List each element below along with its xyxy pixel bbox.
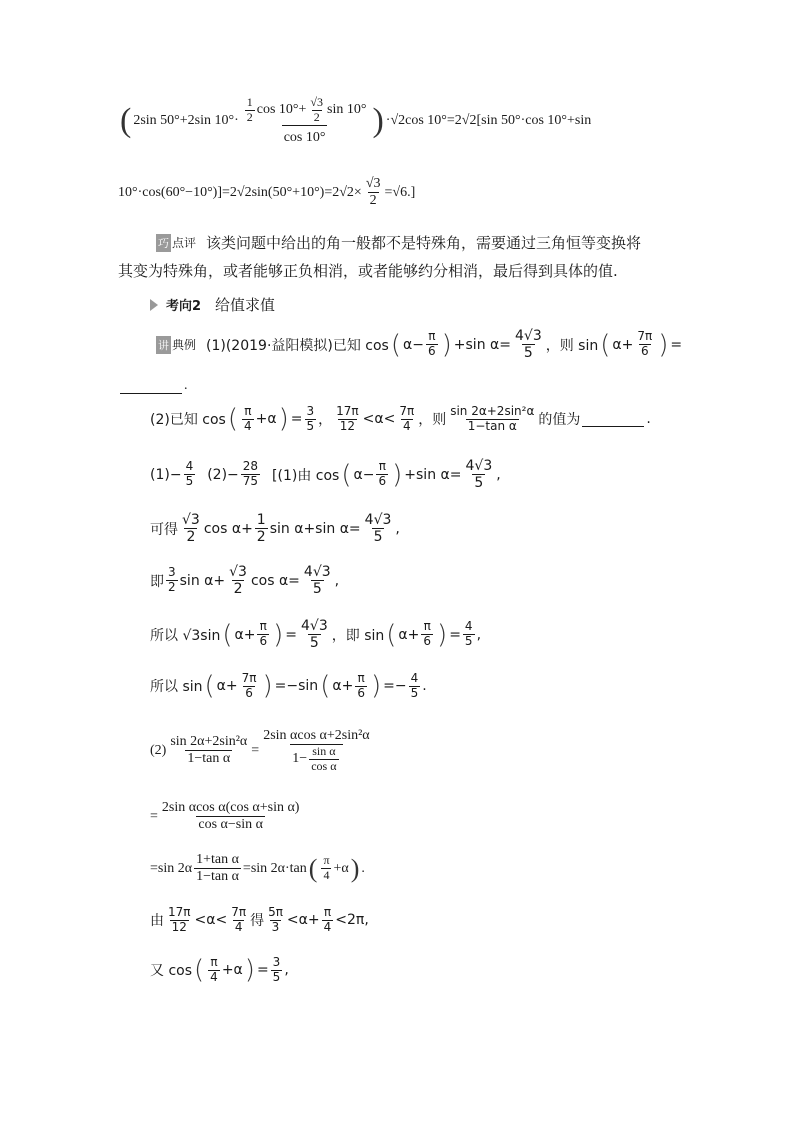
s5-b: = [251, 742, 260, 758]
q1-frac-3 [635, 330, 654, 359]
q1-f: 4√3 [514, 328, 542, 344]
s9-n2: 3 [272, 955, 281, 969]
step-9 [150, 956, 289, 985]
s7-n1: 1+tan α [196, 852, 239, 867]
s8-d2: 4 [234, 919, 243, 934]
s3-n1: π [259, 619, 267, 634]
q1-l: = [670, 336, 683, 353]
s8-d: <α+ [286, 912, 320, 929]
comment-tag-text: 点评 [172, 236, 197, 250]
s4-n2: π [357, 671, 365, 685]
paren-close-2: ) [370, 671, 382, 702]
q1-end: . [184, 378, 188, 393]
q2-a: (2)已知 cos [150, 412, 226, 429]
compound-fraction [241, 96, 369, 146]
s4-a: 所以 sin [150, 679, 203, 696]
s9-d2: 5 [272, 969, 281, 984]
q1-frac-1 [426, 330, 438, 359]
ans-a3-end: , [496, 466, 501, 483]
ans-frac-3 [376, 460, 388, 489]
s1-end: , [395, 520, 400, 537]
s2-d1: 2 [168, 580, 176, 595]
comment-line-2 [118, 260, 618, 281]
s2-frac-3 [302, 564, 333, 597]
paren-close-2: ) [658, 329, 669, 360]
q2-l: 的值为 [538, 412, 581, 429]
s3-frac-3 [421, 620, 433, 649]
s4-e: =− [383, 678, 407, 695]
s7-end: . [361, 860, 365, 876]
q2-j: ，则 [418, 412, 447, 429]
step-2 [150, 564, 339, 597]
q2-i-num: 7π [399, 404, 415, 418]
s3-d: ，即 sin [331, 627, 385, 644]
q2-g-num: 17π [336, 404, 359, 418]
s5-d2-den: cos α [311, 758, 337, 773]
compound-denominator: cos 10° [282, 125, 328, 146]
q1-b: α− [403, 336, 424, 353]
ans-a2-den: 75 [242, 474, 259, 489]
s8-frac-1 [166, 906, 193, 935]
ans-a1-den: 5 [185, 474, 194, 489]
ans-a3-den: 6 [378, 474, 387, 489]
q2-b-den: 4 [244, 418, 252, 433]
s4-d1: 6 [245, 685, 253, 700]
s8-e: <2π, [335, 912, 369, 929]
q2-frac-e [305, 405, 317, 434]
s2-c: cos α= [250, 572, 300, 589]
s4-c: =−sin [274, 678, 319, 695]
ans-frac-2 [241, 460, 260, 489]
paren-open-2: ( [320, 671, 331, 702]
expr-line-2 [118, 176, 415, 209]
section-label: 考向2 [166, 299, 202, 314]
q2-f: ， [318, 412, 333, 429]
section-header [150, 294, 275, 315]
example-q1 [156, 328, 682, 361]
s6-d1: cos α−sin α [198, 817, 263, 833]
example-tag-box: 讲 [156, 336, 171, 354]
step-6 [150, 800, 303, 833]
s2-d2: 2 [233, 581, 243, 598]
ans-a3-num2: 4√3 [465, 458, 493, 474]
paren-close: ) [441, 329, 452, 360]
s5-d2 [290, 744, 342, 774]
q1-h: ，则 sin [545, 337, 599, 354]
paren-close: ) [244, 955, 255, 986]
s3-b: α+ [234, 626, 256, 643]
step-1 [150, 512, 400, 545]
q2-c: +α [255, 411, 277, 428]
s3-frac-4 [463, 620, 475, 649]
comment-text-2: 其变为特殊角，或者能够正负相消，或者能够约分相消，最后得到具体的值. [118, 262, 618, 280]
s2-frac-1 [166, 566, 178, 595]
paren-close: ) [392, 459, 403, 490]
ans-a1-num: 4 [185, 459, 194, 474]
s1-frac-1 [180, 512, 202, 545]
s1-frac-3 [363, 512, 394, 545]
s3-f: = [449, 626, 461, 643]
ans-a3: [(1)由 cos [272, 467, 340, 484]
s4-frac-3 [409, 672, 421, 701]
comment-tag-box: 巧 [156, 234, 171, 252]
s1-n2: 1 [256, 512, 266, 528]
paren-open: ( [194, 955, 205, 986]
q2-frac-i [397, 405, 416, 434]
s5-a: (2) [150, 742, 167, 758]
s4-d2: 6 [357, 685, 365, 700]
s4-n1: 7π [241, 671, 257, 685]
s8-a: 由 [150, 913, 164, 930]
s4-d3: 5 [410, 685, 419, 700]
s1-d3: 5 [373, 529, 383, 546]
s3-d4: 5 [464, 634, 473, 649]
s8-n2: 7π [231, 905, 247, 919]
s6-n1: 2sin αcos α(cos α+sin α) [161, 800, 300, 815]
q2-e-num: 3 [306, 404, 315, 418]
s3-a: 所以 √3sin [150, 627, 221, 644]
paren-open: ( [390, 329, 402, 360]
s3-n4: 4 [464, 619, 473, 634]
num-f: sin 10° [327, 102, 367, 118]
s7-d2: 4 [323, 868, 330, 883]
s9-c: = [256, 962, 269, 979]
q2-k-num: sin 2α+2sin²α [450, 404, 535, 418]
example-tag-text: 典例 [172, 338, 197, 353]
q1-d: 6 [427, 344, 436, 359]
num-d: √3 [310, 95, 324, 109]
s4-b: α+ [216, 678, 238, 695]
s7-d1: 1−tan α [196, 869, 239, 885]
s5-n2: 2sin αcos α+2sin²α [263, 728, 370, 743]
s3-e: α+ [398, 626, 420, 643]
q1-c: π [428, 329, 436, 344]
q1-i: α+ [612, 336, 634, 353]
paren-close-2: ) [437, 619, 448, 650]
s2-n2: √3 [229, 564, 247, 580]
ans-a3-den2: 5 [474, 475, 484, 492]
q1-answer-blank [118, 378, 188, 394]
s1-d1: 2 [186, 529, 196, 546]
s9-a: 又 cos [150, 963, 193, 980]
s3-d2: 5 [309, 635, 319, 652]
line2-num: √3 [365, 176, 381, 191]
s1-n1: √3 [182, 512, 200, 528]
s2-end: , [334, 572, 340, 589]
example-tag [156, 336, 196, 354]
s7-a: =sin 2α [150, 860, 193, 876]
s3-d3: 6 [423, 634, 432, 649]
paren-open: ( [308, 853, 318, 883]
s3-n3: π [423, 619, 431, 634]
paren-open-2: ( [386, 619, 397, 650]
ans-a2: (2)− [207, 466, 239, 483]
step-7 [150, 852, 365, 885]
s8-d3: 3 [271, 919, 280, 934]
s8-frac-2 [229, 906, 248, 935]
s6-a: = [150, 808, 158, 824]
s2-n1: 3 [168, 565, 176, 580]
close-paren: ) [372, 101, 384, 139]
paren-close: ) [262, 671, 273, 702]
s3-n2: 4√3 [301, 618, 328, 634]
step-5 [150, 728, 374, 774]
q1-g: 5 [523, 345, 533, 362]
ans-frac-1 [184, 460, 196, 489]
step-3 [150, 618, 481, 651]
s7-n2: π [323, 853, 330, 868]
s1-d2: 2 [256, 529, 266, 546]
s4-frac-2 [355, 672, 367, 701]
s2-d3: 5 [312, 581, 322, 598]
num-a: 1 [246, 95, 253, 109]
q2-g-den: 12 [339, 418, 356, 433]
q2-frac-b [242, 405, 254, 434]
ans-frac-4 [463, 458, 494, 491]
open-paren: ( [120, 101, 132, 139]
q1-e: +sin α= [453, 336, 511, 353]
paren-close: ) [350, 853, 360, 883]
paren-close: ) [273, 619, 284, 650]
expr-tail: ·√2cos 10°=2√2[sin 50°·cos 10°+sin [385, 112, 592, 128]
s8-frac-3 [266, 906, 285, 935]
line2-text-b: =√6.] [384, 184, 416, 200]
paren-open: ( [341, 459, 352, 490]
line2-den: 2 [369, 193, 377, 209]
paren-close: ) [278, 404, 289, 435]
line2-frac [364, 176, 383, 209]
s5-d2a: 1− [292, 751, 308, 767]
s9-frac-1 [208, 956, 220, 985]
q2-i-den: 4 [402, 418, 411, 433]
s7-c: +α [333, 860, 349, 876]
paren-open: ( [222, 619, 233, 650]
s9-d1: 4 [210, 969, 218, 984]
s7-b: =sin 2α·tan [242, 860, 307, 876]
q2-k-den: 1−tan α [467, 418, 517, 433]
s1-a: 可得 [150, 521, 178, 538]
q1-frac-2 [513, 328, 544, 361]
comment-tag [156, 234, 196, 252]
q2-b-num: π [244, 404, 252, 418]
q2-m: . [646, 411, 651, 428]
s9-b: +α [221, 962, 243, 979]
ans-a3-num: π [378, 459, 386, 474]
ans-a3-c: +sin α= [404, 466, 462, 483]
num-c: cos 10°+ [256, 102, 307, 118]
answer-blank [120, 379, 182, 394]
ans-a3-b: α− [353, 466, 375, 483]
s3-frac-1 [257, 620, 269, 649]
ans-a2-num: 28 [242, 459, 259, 474]
s3-d1: 6 [259, 634, 268, 649]
example-q2 [150, 405, 651, 434]
triangle-marker-icon [150, 299, 158, 311]
step-4 [150, 672, 427, 701]
expr-line-1 [118, 96, 591, 146]
q1-k: 6 [640, 344, 649, 359]
s4-d: α+ [332, 678, 354, 695]
expr-term1: 2sin 50°+2sin 10°· [133, 112, 239, 128]
answer-line [150, 458, 501, 491]
s4-end: . [422, 678, 427, 695]
s1-frac-2 [255, 512, 268, 545]
s9-end: , [284, 962, 289, 979]
s7-frac-2 [321, 854, 331, 883]
s8-d4: 4 [323, 919, 332, 934]
s5-n1: sin 2α+2sin²α [170, 734, 248, 750]
s2-b: sin α+ [179, 572, 226, 589]
num-b: 2 [246, 109, 253, 124]
line2-text-a: 10°·cos(60°−10°)]=2√2sin(50°+10°)=2√2× [118, 184, 362, 200]
s2-n3: 4√3 [303, 564, 331, 580]
num-e: 2 [313, 109, 320, 124]
q2-d: = [290, 411, 303, 428]
s8-frac-4 [322, 906, 334, 935]
s3-c: = [285, 626, 297, 643]
s9-n1: π [210, 955, 218, 969]
s1-n3: 4√3 [364, 512, 392, 528]
s8-d1: 12 [171, 919, 187, 934]
comment-line-1 [156, 232, 641, 253]
s9-frac-2 [271, 956, 283, 985]
q2-h: <α< [362, 411, 396, 428]
s1-c: sin α+sin α= [269, 520, 361, 537]
ans-a1: (1)− [150, 466, 182, 483]
answer-blank-2 [582, 412, 644, 427]
s3-frac-2 [299, 618, 330, 651]
s8-c: 得 [250, 913, 265, 930]
q1-j: 7π [637, 329, 653, 344]
s7-frac-1 [194, 852, 241, 885]
compound-numerator [241, 96, 369, 125]
s5-d1: 1−tan α [187, 751, 231, 767]
s3-end: , [476, 626, 482, 643]
q2-frac-k [448, 405, 536, 434]
paren-open-2: ( [600, 329, 611, 360]
s8-b: <α< [194, 912, 228, 929]
s5-d2-frac [309, 745, 338, 774]
s6-frac-1 [160, 800, 302, 833]
s4-frac-1 [240, 672, 259, 701]
paren-open: ( [204, 671, 215, 702]
s2-a: 即 [150, 573, 164, 590]
s2-frac-2 [227, 564, 249, 597]
s5-frac-2 [261, 728, 371, 774]
s4-n3: 4 [410, 671, 419, 685]
s8-n3: 5π [268, 905, 283, 919]
section-title: 给值求值 [215, 296, 276, 314]
s8-n1: 17π [168, 905, 191, 919]
s5-d2-num: sin α [312, 744, 336, 759]
q1-a: (1)(2019·益阳模拟)已知 cos [206, 337, 389, 354]
s5-frac-1 [168, 734, 249, 767]
step-8 [150, 906, 369, 935]
s1-b: cos α+ [203, 520, 253, 537]
paren-open: ( [227, 404, 238, 435]
q2-e-den: 5 [306, 418, 315, 433]
q2-frac-g [334, 405, 361, 434]
s8-n4: π [323, 905, 332, 919]
comment-text-1: 该类问题中给出的角一般都不是特殊角，需要通过三角恒等变换将 [206, 234, 642, 252]
